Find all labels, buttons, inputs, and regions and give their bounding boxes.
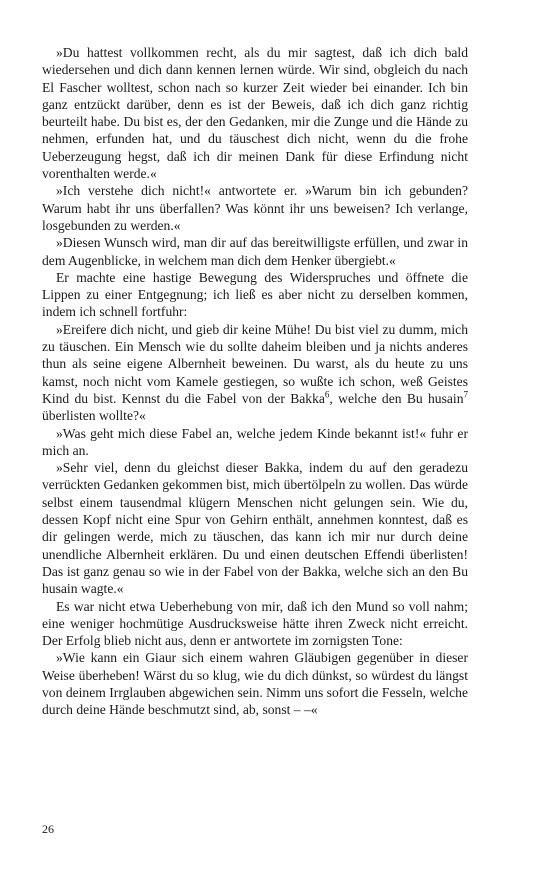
footnote-marker-6: 6 (324, 389, 330, 400)
footnote-marker-7: 7 (463, 389, 468, 400)
paragraph-5 (42, 321, 468, 425)
paragraph-5-text-b: , welche den Bu husain (329, 390, 464, 406)
paragraph-5-text-a: »Ereifere dich nicht, und gieb dir keine Mühe! Du bist viel zu dumm, mich zu täuschen. Ein Mensch wie du sollte daheim bleiben und ja nichts anderes thun als seine eigene Albernheit beweinen. Du warst, als du heute zu uns kamst, noch nicht vom Kamele gestiegen, so wußte ich schon, weß Geistes Kind du bist. Kennst du die Fabel von der Bakka (42, 321, 468, 406)
book-page-text (42, 44, 468, 719)
paragraph-2: »Ich verstehe dich nicht!« antwortete er. »Warum bin ich gebunden? Warum habt ihr uns überfallen? Was könnt ihr uns beweisen? Ich verlange, losgebunden zu werden.« (42, 183, 468, 233)
paragraph-3: »Diesen Wunsch wird, man dir auf das bereitwilligste erfüllen, und zwar in dem Augenblicke, in welchem man dich dem Henker übergiebt.« (42, 235, 468, 268)
paragraph-9: »Wie kann ein Giaur sich einem wahren Gläubigen gegenüber in dieser Weise überheben! Wärst du so klug, wie du dich dünkst, so würdest du längst von deinem Irrglauben abgewichen sein. Nimm uns sofort die Fesseln, welche durch deine Hände beschmutzt sind, ab, sonst – –« (42, 650, 468, 718)
paragraph-4: Er machte eine hastige Bewegung des Widerspruches und öffnete die Lippen zu einer Entgegnung; ich ließ es aber nicht zu derselben kommen, indem ich schnell fortfuhr: (42, 269, 468, 320)
paragraph-8: Es war nicht etwa Ueberhebung von mir, daß ich den Mund so voll nahm; eine weniger hochmütige Ausdrucksweise hätte ihren Zweck nicht erreicht. Der Erfolg blieb nicht aus, denn er antwortete im zornigsten Tone: (42, 598, 468, 649)
paragraph-1: »Du hattest vollkommen recht, als du mir sagtest, daß ich dich bald wiedersehen und dich dann kennen lernen würde. Wir sind, obgleich du nach El Fascher wolltest, schon nach so kurzer Zeit wieder bei einander. Ich bin ganz entzückt darüber, denn es ist der Beweis, daß ich dich ganz richtig beurteilt habe. Du bist es, der den Gedanken, mir die Zunge und die Hände zu nehmen, erfunden hat, und du täuschest dich nicht, wenn du die frohe Ueberzeugung hegst, daß ich dir meinen Dank für diese Erfindung nicht vorenthalten werde.« (42, 45, 468, 182)
paragraph-6: »Was geht mich diese Fabel an, welche jedem Kinde bekannt ist!« fuhr er mich an. (42, 425, 468, 458)
page-number: 26 (42, 822, 54, 836)
paragraph-7: »Sehr viel, denn du gleichst dieser Bakka, indem du auf den geradezu verrückten Gedanken gekommen bist, mich übertölpeln zu wollen. Das würde selbst einem tausendmal klügern Menschen nicht gelungen sein. Wie du, dessen Kopf nicht eine Spur von Gehirn enthält, annehmen konntest, daß es dir gelingen werde, mich zu täuschen, das kann ich mir nur durch deine unendliche Albernheit erklären. Du und einen deutschen Effendi überlisten! Das ist ganz genau so wie in der Fabel von der Bakka, welche sich an den Bu husain wagte.« (42, 460, 468, 597)
paragraph-5-text-c: überlisten wollte?« (42, 408, 146, 424)
